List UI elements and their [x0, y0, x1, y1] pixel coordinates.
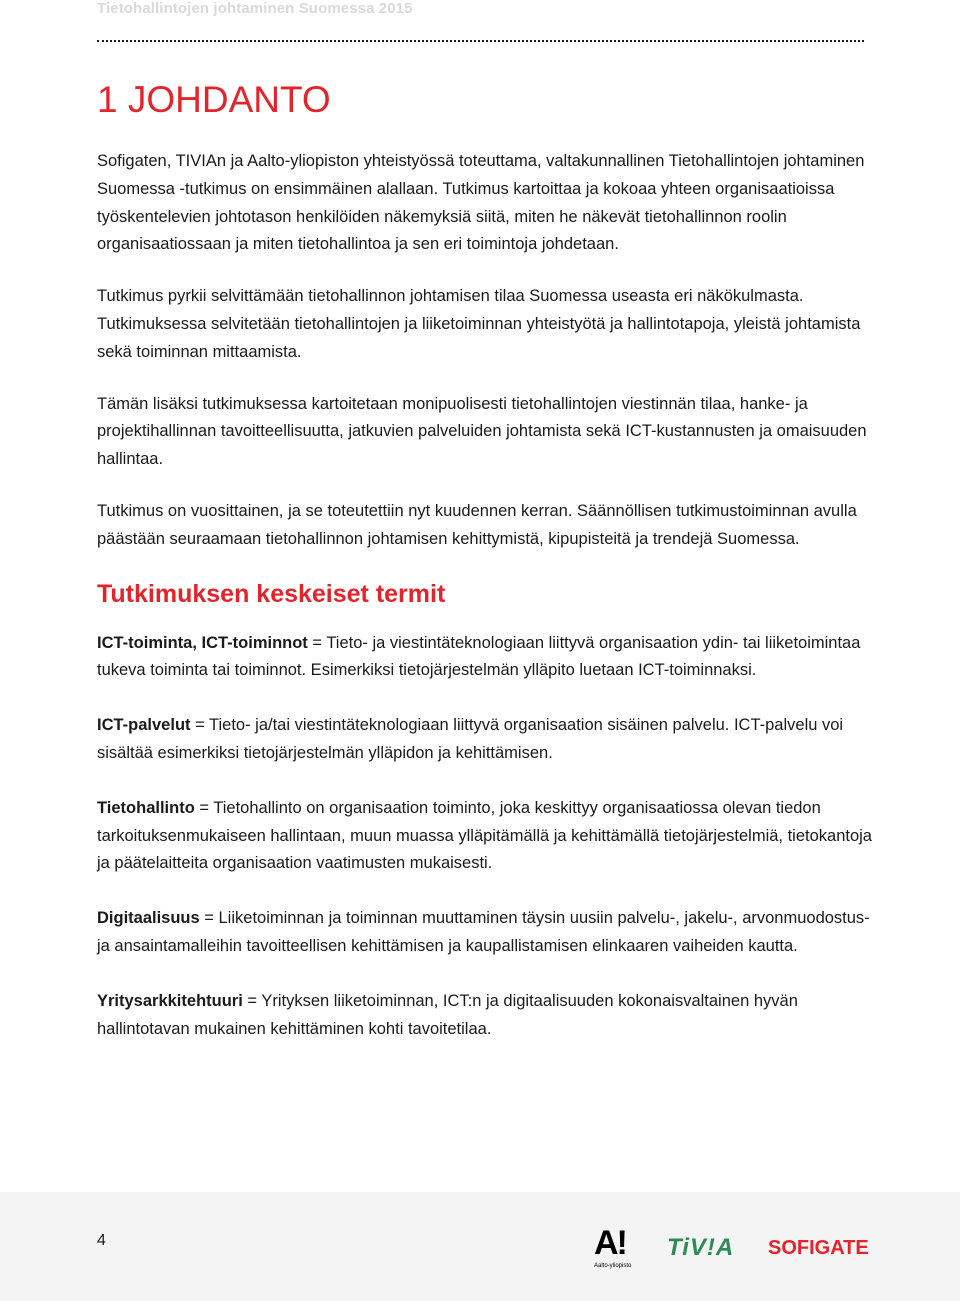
- page-footer: [0, 1192, 960, 1301]
- term-text: = Tietohallinto on organisaation toiminto, joka keskittyy organisaatiossa olevan tiedon tarkoituksenmukaiseen hallintaan, muun muassa ylläpitämällä ja kehittämällä tietojärjestelmiä, tietokantoja ja päätelaitteita organisaation vaatimusten mukaisesti.: [97, 798, 872, 873]
- running-header: Tietohallintojen johtaminen Suomessa 2015: [97, 0, 413, 17]
- term-definition: [97, 630, 872, 686]
- section-title: Tutkimuksen keskeiset termit: [97, 579, 446, 608]
- term-text: = Tieto- ja viestintäteknologiaan liittyvä organisaation ydin- tai liiketoimintaa tukeva toiminta tai toiminnot. Esimerkiksi tietojärjestelmän ylläpito luetaan ICT-toiminnaksi.: [97, 633, 861, 680]
- aalto-logo: [594, 1226, 638, 1268]
- intro-paragraph: Tutkimus on vuosittainen, ja se toteutettiin nyt kuudennen kerran. Säännöllisen tutkimustoiminnan avulla päästään seuraamaan tietohallinnon johtamisen kehittymistä, kipupisteitä ja trendejä Suomessa.: [97, 501, 857, 548]
- intro-paragraph: Tutkimus pyrkii selvittämään tietohallinnon johtamisen tilaa Suomessa useasta eri näkökulmasta. Tutkimuksessa selvitetään tietohallintojen ja liiketoiminnan yhteistyötä ja hallintotapoja, yleistä johtamista sekä toiminnan mittaamista.: [97, 287, 861, 361]
- aalto-logo-mark: A!: [594, 1224, 626, 1262]
- term-name: Yritysarkkitehtuuri: [97, 991, 243, 1010]
- chapter-title: 1 JOHDANTO: [97, 79, 331, 120]
- term-definition: [97, 905, 872, 961]
- main-content: [97, 148, 872, 1070]
- aalto-logo-text: Aalto-yliopisto: [594, 1263, 632, 1269]
- term-definition: [97, 712, 872, 768]
- terms-list: [97, 630, 872, 1044]
- term-text: = Liiketoiminnan ja toiminnan muuttaminen täysin uusiin palvelu-, jakelu-, arvonmuodostus- ja ansaintamalleihin tavoitteellisen kehittämisen ja kaupallistamisen elinkaaren vaiheiden kautta.: [97, 909, 870, 955]
- term-definition: [97, 988, 872, 1044]
- sofigate-logo: SOFIGATE: [768, 1237, 869, 1259]
- header-dotted-rule: [97, 40, 864, 42]
- intro-paragraph: Sofigaten, TIVIAn ja Aalto-yliopiston yhteistyössä toteuttama, valtakunnallinen Tietohallintojen johtaminen Suomessa -tutkimus on ensimmäinen alallaan. Tutkimus kartoittaa ja kokoaa yhteen organisaatioissa työskentelevien johtotason henkilöiden näkemyksiä siitä, miten he näkevät tietohallinnon roolin organisaatiossaan ja miten tietohallintoa ja sen eri toimintoja johdetaan.: [97, 152, 865, 254]
- term-text: = Yrityksen liiketoiminnan, ICT:n ja digitaalisuuden kokonaisvaltainen hyvän hallintotavan mukainen kehittäminen kohti tavoitetilaa.: [97, 991, 798, 1038]
- tivia-logo: TiV!A: [667, 1234, 735, 1261]
- term-definition: [97, 795, 872, 878]
- term-name: ICT-toiminta, ICT-toiminnot: [97, 633, 308, 652]
- term-text: = Tieto- ja/tai viestintäteknologiaan liittyvä organisaation sisäinen palvelu. ICT-palvelu voi sisältää esimerkiksi tietojärjestelmän ylläpidon ja kehittämisen.: [97, 716, 844, 762]
- term-name: ICT-palvelut: [97, 716, 191, 735]
- page-number: 4: [97, 1232, 106, 1249]
- term-name: Tietohallinto: [97, 798, 195, 817]
- term-name: Digitaalisuus: [97, 909, 200, 928]
- intro-paragraph: Tämän lisäksi tutkimuksessa kartoitetaan monipuolisesti tietohallintojen viestinnän tilaa, hanke- ja projektihallinnan tavoitteellisuutta, jatkuvien palveluiden johtamista sekä ICT-kustannusten ja omaisuuden hallintaa.: [97, 394, 867, 469]
